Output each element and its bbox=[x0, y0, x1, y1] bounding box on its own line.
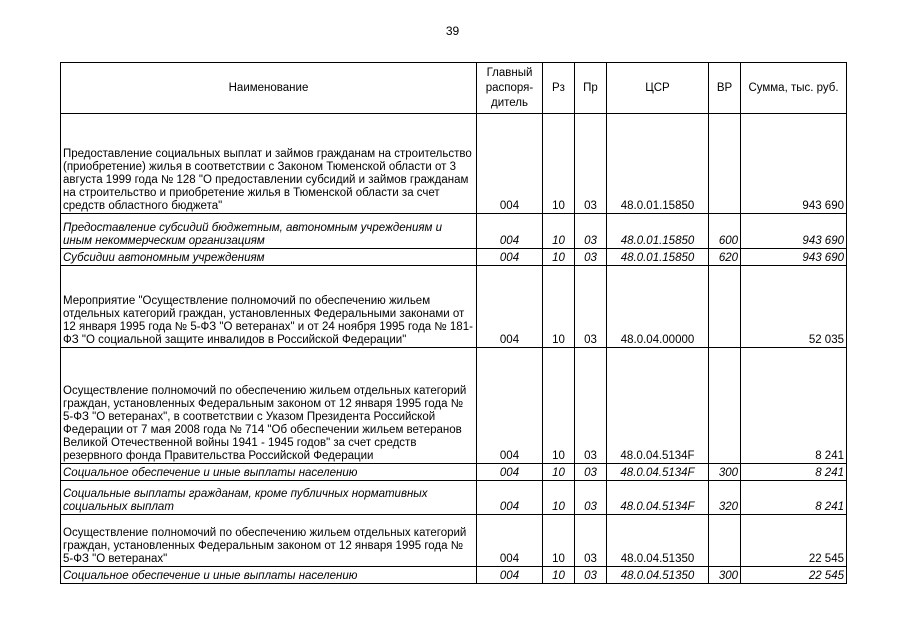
table-row bbox=[61, 214, 847, 249]
row-name: Социальное обеспечение и иные выплаты населению bbox=[61, 464, 477, 481]
row-rz: 10 bbox=[543, 214, 575, 249]
row-vr bbox=[709, 348, 741, 464]
row-pr: 03 bbox=[575, 249, 607, 266]
header-vr: ВР bbox=[709, 63, 741, 114]
row-csr: 48.0.01.15850 bbox=[607, 214, 709, 249]
row-rz: 10 bbox=[543, 567, 575, 584]
row-csr: 48.0.04.51350 bbox=[607, 515, 709, 567]
row-pr: 03 bbox=[575, 515, 607, 567]
table-row bbox=[61, 266, 847, 348]
row-vr: 600 bbox=[709, 214, 741, 249]
row-name: Предоставление субсидий бюджетным, автономным учреждениям и иным некоммерческим организациям bbox=[61, 214, 477, 249]
row-grbs: 004 bbox=[477, 214, 543, 249]
row-rz: 10 bbox=[543, 515, 575, 567]
row-sum: 943 690 bbox=[741, 249, 847, 266]
row-rz: 10 bbox=[543, 266, 575, 348]
row-sum: 8 241 bbox=[741, 481, 847, 515]
row-sum: 8 241 bbox=[741, 464, 847, 481]
row-pr: 03 bbox=[575, 214, 607, 249]
row-sum: 943 690 bbox=[741, 114, 847, 214]
row-name: Предоставление социальных выплат и займов гражданам на строительство (приобретение) жилья в соответствии с Законом Тюменской области от 3 августа 1999 года № 128 "О предоставлении субсидий и займов гражданам на строительство и приобретение жилья в Тюменской области за счет средств областного бюджета" bbox=[61, 114, 477, 214]
table-row bbox=[61, 481, 847, 515]
table-row bbox=[61, 515, 847, 567]
row-name: Осуществление полномочий по обеспечению жильем отдельных категорий граждан, установленных Федеральным законом от 12 января 1995 года № 5-ФЗ "О ветеранах", в соответствии с Указом Президента Российской Федерации от 7 мая 2008 года № 714 "Об обеспечении жильем ветеранов Великой Отечественной войны 1941 - 1945 годов" за счет средств резервного фонда Правительства Российской Федерации bbox=[61, 348, 477, 464]
row-grbs: 004 bbox=[477, 249, 543, 266]
table-row bbox=[61, 567, 847, 584]
row-vr: 620 bbox=[709, 249, 741, 266]
row-sum: 8 241 bbox=[741, 348, 847, 464]
row-csr: 48.0.04.5134F bbox=[607, 481, 709, 515]
row-name: Осуществление полномочий по обеспечению жильем отдельных категорий граждан, установленных Федеральным законом от 12 января 1995 года № 5-ФЗ "О ветеранах" bbox=[61, 515, 477, 567]
row-grbs: 004 bbox=[477, 481, 543, 515]
row-csr: 48.0.04.00000 bbox=[607, 266, 709, 348]
row-vr: 300 bbox=[709, 567, 741, 584]
row-sum: 22 545 bbox=[741, 515, 847, 567]
row-grbs: 004 bbox=[477, 515, 543, 567]
header-sum: Сумма, тыс. руб. bbox=[741, 63, 847, 114]
row-pr: 03 bbox=[575, 266, 607, 348]
row-vr: 300 bbox=[709, 464, 741, 481]
row-pr: 03 bbox=[575, 114, 607, 214]
row-csr: 48.0.04.51350 bbox=[607, 567, 709, 584]
row-pr: 03 bbox=[575, 464, 607, 481]
row-pr: 03 bbox=[575, 567, 607, 584]
row-csr: 48.0.04.5134F bbox=[607, 464, 709, 481]
row-pr: 03 bbox=[575, 348, 607, 464]
row-rz: 10 bbox=[543, 348, 575, 464]
row-csr: 48.0.01.15850 bbox=[607, 114, 709, 214]
row-sum: 22 545 bbox=[741, 567, 847, 584]
header-row bbox=[61, 63, 847, 114]
row-grbs: 004 bbox=[477, 114, 543, 214]
row-rz: 10 bbox=[543, 481, 575, 515]
header-name: Наименование bbox=[61, 63, 477, 114]
row-pr: 03 bbox=[575, 481, 607, 515]
row-vr bbox=[709, 114, 741, 214]
row-sum: 943 690 bbox=[741, 214, 847, 249]
header-pr: Пр bbox=[575, 63, 607, 114]
table-row bbox=[61, 114, 847, 214]
row-grbs: 004 bbox=[477, 266, 543, 348]
row-vr bbox=[709, 515, 741, 567]
row-csr: 48.0.04.5134F bbox=[607, 348, 709, 464]
row-name: Социальные выплаты гражданам, кроме публичных нормативных социальных выплат bbox=[61, 481, 477, 515]
row-name: Субсидии автономным учреждениям bbox=[61, 249, 477, 266]
row-grbs: 004 bbox=[477, 567, 543, 584]
row-name: Мероприятие "Осуществление полномочий по обеспечению жильем отдельных категорий граждан, установленных Федеральными законами от 12 января 1995 года № 5-ФЗ "О ветеранах" и от 24 ноября 1995 года № 181-ФЗ "О социальной защите инвалидов в Российской Федерации" bbox=[61, 266, 477, 348]
row-grbs: 004 bbox=[477, 348, 543, 464]
page-number: 39 bbox=[445, 24, 460, 38]
table-row bbox=[61, 464, 847, 481]
row-csr: 48.0.01.15850 bbox=[607, 249, 709, 266]
header-csr: ЦСР bbox=[607, 63, 709, 114]
row-vr: 320 bbox=[709, 481, 741, 515]
row-rz: 10 bbox=[543, 464, 575, 481]
row-sum: 52 035 bbox=[741, 266, 847, 348]
budget-table bbox=[60, 62, 847, 584]
row-rz: 10 bbox=[543, 114, 575, 214]
table-row bbox=[61, 249, 847, 266]
table-row bbox=[61, 348, 847, 464]
row-grbs: 004 bbox=[477, 464, 543, 481]
row-rz: 10 bbox=[543, 249, 575, 266]
header-rz: Рз bbox=[543, 63, 575, 114]
header-grbs: Главный распоря-дитель bbox=[477, 63, 543, 114]
row-vr bbox=[709, 266, 741, 348]
row-name: Социальное обеспечение и иные выплаты населению bbox=[61, 567, 477, 584]
